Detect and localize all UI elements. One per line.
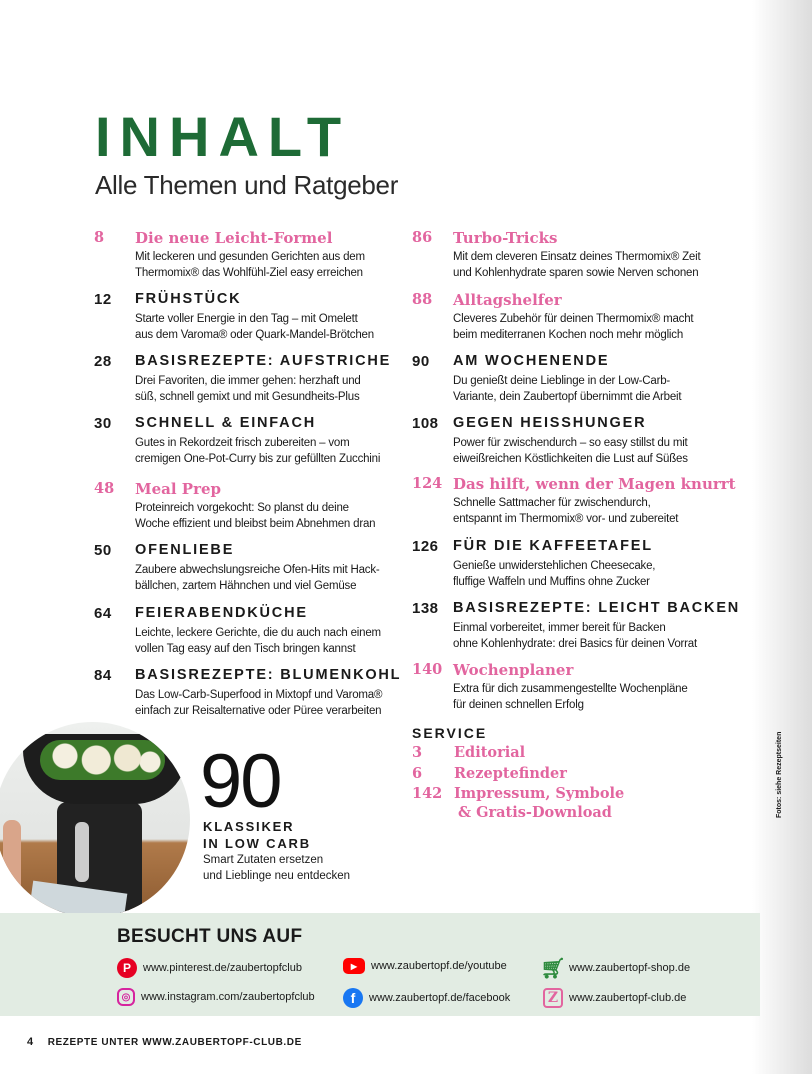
desc-line: entspannt im Thermomix® vor- und zubereitet: [453, 512, 679, 525]
toc-page-number: 8: [94, 229, 105, 246]
desc-line: fluffige Waffeln und Muffins ohne Zucker: [453, 575, 650, 588]
toc-page-number: 50: [94, 542, 112, 559]
toc-page-number: 64: [94, 605, 112, 622]
desc-line: eiweißreichen Köstlichkeiten die Lust auf Süßes: [453, 452, 688, 465]
link-text: www.zaubertopf-club.de: [569, 992, 687, 1004]
desc-line: Du genießt deine Lieblinge in der Low-Carb-: [453, 375, 671, 387]
desc-line: und Kohlenhydrate sparen sowie Nerven schonen: [453, 266, 699, 279]
feature-desc-line: Smart Zutaten ersetzen: [203, 854, 324, 866]
toc-entry-desc: [135, 688, 382, 719]
youtube-link[interactable]: [343, 958, 507, 974]
service-item-download[interactable]: [416, 804, 612, 821]
desc-line: Proteinreich vorgekocht: So planst du deine: [135, 502, 349, 514]
toc-entry-desc: [453, 374, 681, 405]
link-text: www.zaubertopf.de/youtube: [371, 960, 507, 972]
service-title: Rezeptefinder: [454, 765, 567, 782]
service-title: & Gratis-Download: [458, 804, 612, 821]
desc-line: Das Low-Carb-Superfood in Mixtopf und Varoma®: [135, 689, 383, 701]
toc-entry-title: GEGEN HEISSHUNGER: [453, 415, 647, 431]
desc-line: Cleveres Zubehör für deinen Thermomix® macht: [453, 313, 694, 325]
toc-entry-title: BASISREZEPTE: LEICHT BACKEN: [453, 600, 741, 616]
link-text: www.instagram.com/zaubertopfclub: [141, 991, 315, 1003]
social-heading: BESUCHT UNS AUF: [117, 926, 303, 947]
desc-line: cremigen One-Pot-Curry bis zur gefüllten Zucchini: [135, 452, 381, 465]
desc-line: Zaubere abwechslungsreiche Ofen-Hits mit Hack-: [135, 564, 380, 576]
toc-page-number: 90: [412, 353, 430, 370]
link-text: www.pinterest.de/zaubertopfclub: [143, 962, 302, 974]
page-title: INHALT: [95, 105, 351, 168]
desc-line: Gutes in Rekordzeit frisch zubereiten – vom: [135, 437, 350, 449]
pepper-mill: [3, 820, 21, 890]
desc-line: einfach zur Reisalternative oder Püree verarbeiten: [135, 704, 382, 717]
pinterest-icon: P: [117, 958, 137, 978]
toc-entry-title: AM WOCHENENDE: [453, 353, 610, 369]
cauliflower: [40, 740, 165, 780]
desc-line: Variante, dein Zaubertopf übernimmt die Arbeit: [453, 390, 682, 403]
desc-line: Mit dem cleveren Einsatz deines Thermomix® Zeit: [453, 251, 701, 263]
service-item-rezeptefinder[interactable]: [412, 765, 567, 782]
photo-credit: Fotos: siehe Rezeptseiten: [776, 731, 783, 818]
toc-entry-desc: [453, 436, 688, 467]
toc-page-number: 12: [94, 291, 112, 308]
desc-line: Extra für dich zusammengestellte Wochenpläne: [453, 683, 688, 695]
desc-line: Woche effizient und bleibst beim Abnehmen dran: [135, 517, 376, 530]
desc-line: für deinen schnellen Erfolg: [453, 698, 584, 711]
toc-page-number: 28: [94, 353, 112, 370]
toc-entry-desc: [453, 559, 655, 590]
cart-icon: 🛒︎: [540, 957, 566, 980]
toc-entry-title: Alltagshelfer: [453, 291, 562, 309]
toc-page-number: 138: [412, 600, 439, 617]
toc-entry-desc: [135, 436, 380, 467]
page-footer: [27, 1036, 302, 1048]
toc-entry-desc: [135, 563, 380, 594]
feature-title-line: IN LOW CARB: [203, 836, 311, 851]
toc-entry-title: FEIERABENDKÜCHE: [135, 605, 308, 621]
toc-entry-title: Turbo-Tricks: [453, 229, 558, 247]
link-text: www.zaubertopf.de/facebook: [369, 992, 511, 1004]
feature-number: 90: [200, 739, 281, 824]
desc-line: vollen Tag easy auf den Tisch bringen kannst: [135, 642, 356, 655]
toc-entry-desc: [135, 250, 365, 281]
toc-page-number: 30: [94, 415, 112, 432]
desc-line: aus dem Varoma® oder Quark-Mandel-Brötchen: [135, 328, 374, 341]
toc-page-number: 88: [412, 291, 433, 308]
toc-page-number: 48: [94, 480, 115, 497]
thermomix-photo: [0, 722, 190, 917]
toc-entry-desc: [453, 621, 697, 652]
service-page: 142: [412, 785, 443, 802]
desc-line: Leichte, leckere Gerichte, die du auch nach einem: [135, 627, 381, 639]
desc-line: süß, schnell gemixt und mit Gesundheits-Plus: [135, 390, 360, 403]
feature-desc-line: und Lieblinge neu entdecken: [203, 870, 351, 882]
club-link[interactable]: [543, 988, 686, 1008]
desc-line: Einmal vorbereitet, immer bereit für Backen: [453, 622, 666, 634]
toc-entry-desc: [135, 501, 375, 532]
link-text: www.zaubertopf-shop.de: [569, 962, 691, 974]
toc-page-number: 86: [412, 229, 433, 246]
desc-line: Power für zwischendurch – so easy stillst du mit: [453, 437, 688, 449]
toc-page-number: 124: [412, 475, 443, 492]
toc-entry-title: FRÜHSTÜCK: [135, 291, 242, 307]
thermomix-handle: [75, 822, 89, 882]
feature-desc: [203, 852, 350, 884]
toc-entry-desc: [135, 374, 361, 405]
toc-entry-title: BASISREZEPTE: AUFSTRICHE: [135, 353, 392, 369]
toc-entry-desc: [453, 312, 693, 343]
desc-line: ohne Kohlenhydrate: drei Basics für deinen Vorrat: [453, 637, 697, 650]
toc-entry-desc: [135, 626, 381, 657]
feature-title-line: KLASSIKER: [203, 819, 295, 834]
service-page: 6: [412, 765, 423, 782]
pinterest-link[interactable]: [117, 958, 302, 978]
desc-line: Thermomix® das Wohlfühl-Ziel easy erreichen: [135, 266, 363, 279]
toc-entry-title: FÜR DIE KAFFEETAFEL: [453, 538, 653, 554]
footer-text: REZEPTE UNTER WWW.ZAUBERTOPF-CLUB.DE: [47, 1037, 302, 1048]
feature-title: [203, 818, 311, 852]
desc-line: Genieße unwiderstehlichen Cheesecake,: [453, 560, 656, 572]
zaubertopf-club-icon: Z: [543, 988, 563, 1008]
page-number: 4: [27, 1036, 34, 1048]
facebook-icon: f: [343, 988, 363, 1008]
desc-line: Starte voller Energie in den Tag – mit Omelett: [135, 313, 358, 325]
desc-line: Mit leckeren und gesunden Gerichten aus dem: [135, 251, 365, 263]
desc-line: bällchen, zartem Hähnchen und viel Gemüse: [135, 579, 357, 592]
desc-line: Schnelle Sattmacher für zwischendurch,: [453, 497, 651, 509]
toc-page-number: 108: [412, 415, 439, 432]
toc-entry-desc: [453, 682, 688, 713]
shop-link[interactable]: [540, 957, 691, 980]
instagram-icon: ◎: [117, 988, 135, 1006]
service-title: Editorial: [454, 744, 526, 761]
facebook-link[interactable]: [343, 988, 510, 1008]
toc-page-number: 140: [412, 661, 443, 678]
toc-entry-title: SCHNELL & EINFACH: [135, 415, 316, 431]
youtube-icon: ▶: [343, 958, 365, 974]
service-page: 3: [412, 744, 423, 761]
service-title: Impressum, Symbole: [454, 785, 625, 802]
service-item-impressum[interactable]: [412, 785, 624, 802]
service-item-editorial[interactable]: [412, 744, 525, 761]
page-subtitle: Alle Themen und Ratgeber: [95, 170, 399, 200]
toc-entry-title: OFENLIEBE: [135, 542, 235, 558]
desc-line: Drei Favoriten, die immer gehen: herzhaft und: [135, 375, 361, 387]
desc-line: beim mediterranen Kochen noch mehr möglich: [453, 328, 684, 341]
toc-entry-title: Die neue Leicht-Formel: [135, 229, 333, 247]
toc-entry-title: Meal Prep: [135, 480, 222, 498]
toc-entry-title: BASISREZEPTE: BLUMENKOHL: [135, 667, 402, 683]
toc-entry-desc: [453, 496, 678, 527]
toc-entry-title: Wochenplaner: [453, 661, 574, 679]
toc-entry-desc: [135, 312, 374, 343]
toc-entry-desc: [453, 250, 700, 281]
toc-entry-title: Das hilft, wenn der Magen knurrt: [453, 475, 736, 493]
page-edge-shadow: [752, 0, 812, 1074]
toc-page-number: 84: [94, 667, 112, 684]
service-heading: SERVICE: [412, 725, 488, 741]
toc-page-number: 126: [412, 538, 439, 555]
instagram-link[interactable]: [117, 988, 315, 1006]
